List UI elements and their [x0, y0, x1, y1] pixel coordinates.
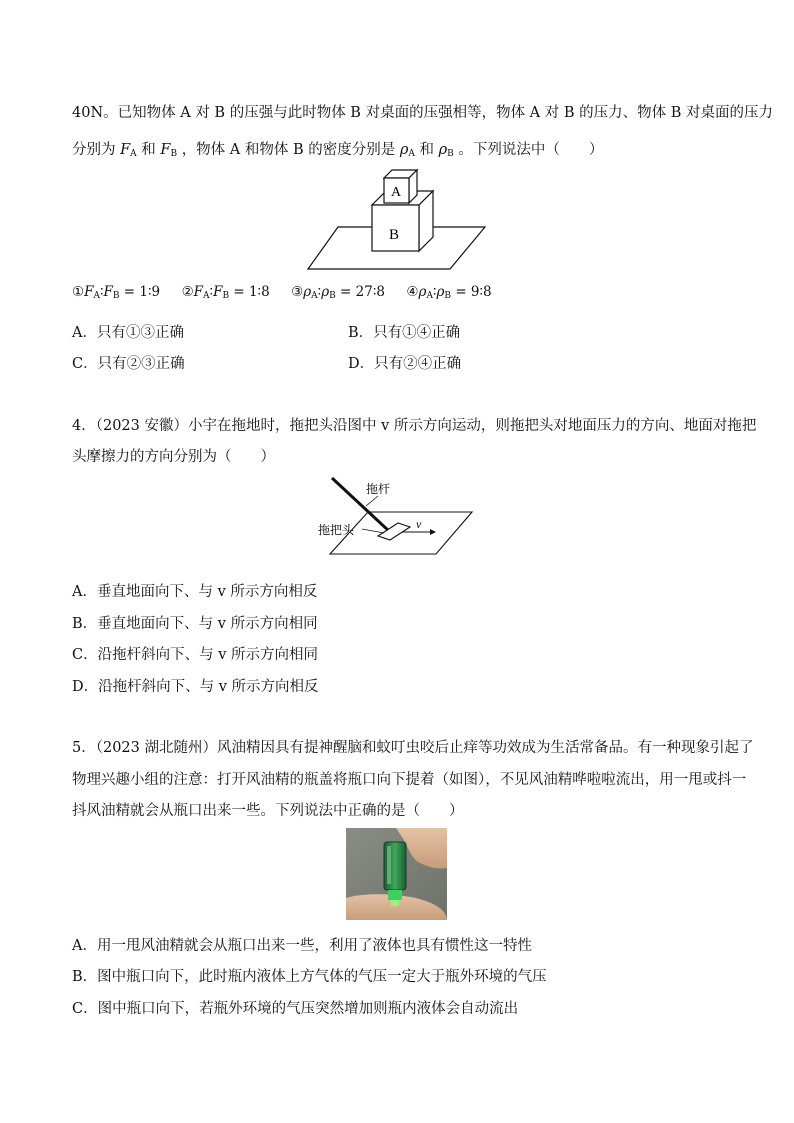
bottle-mouth [391, 900, 399, 906]
stacked-blocks-figure [300, 165, 495, 275]
symbol-fa: $F_A$ [120, 142, 137, 159]
mop-figure [318, 474, 478, 558]
q4-option-c[interactable]: C．沿拖杆斜向下、与 v 所示方向相同 [72, 647, 319, 663]
q3-option-d[interactable]: D．只有②④正确 [348, 356, 462, 372]
rod-label: 拖杆 [366, 482, 391, 496]
q3-text-line1: 40N。已知物体 A 对 B 的压强与此时物体 B 对桌面的压强相等，物体 A 对 B 的压力、物体 B 对桌面的压力 [72, 105, 774, 121]
block-b-label: B [388, 227, 400, 243]
q3-text-line2: 分别为 $F_A$ 和 $F_B$ ，物体 A 和物体 B 的密度分别是 $\rho_A$ 和 $\rho_B$ 。下列说法中（ ） [72, 142, 604, 159]
q3-option-a[interactable]: A．只有①③正确 [72, 325, 184, 341]
block-a-label: A [390, 185, 402, 200]
statement-1: $①F_A∶F_B$ = 1∶9 [72, 284, 161, 301]
q5-text-line1: 5．（2023 湖北随州）风油精因具有提神醒脑和蚊叮虫咬后止痒等功效成为生活常备品。有一种现象引起了 [72, 740, 754, 756]
symbol-fb: $F_B$ [160, 142, 178, 159]
q4-option-a[interactable]: A．垂直地面向下、与 v 所示方向相反 [72, 584, 318, 600]
q5-option-a[interactable]: A．用一甩风油精就会从瓶口出来一些，利用了液体也具有惯性这一特性 [72, 938, 532, 954]
statement-3: $③\rho_A∶\rho_B$ = 27∶8 [291, 284, 385, 301]
symbol-rho-b: $\rho_B$ [438, 142, 454, 159]
q5-option-c[interactable]: C．图中瓶口向下，若瓶外环境的气压突然增加则瓶内液体会自动流出 [72, 1001, 519, 1017]
symbol-rho-a: $\rho_A$ [399, 142, 415, 159]
q4-text-line2: 头摩擦力的方向分别为（ ） [72, 449, 275, 465]
q3-statements [72, 284, 492, 301]
rod-leader-line [366, 496, 378, 506]
statement-4: $④\rho_A∶\rho_B$ = 9∶8 [406, 284, 492, 301]
bottle-neck [388, 890, 402, 900]
q5-text-line3: 抖风油精就会从瓶口出来一些。下列说法中正确的是（ ） [72, 803, 464, 819]
oil-bottle-photo [346, 828, 447, 920]
statement-2: $②F_A∶F_B$ = 1∶8 [181, 284, 270, 301]
q4-option-b[interactable]: B．垂直地面向下、与 v 所示方向相同 [72, 616, 318, 632]
q3-option-b[interactable]: B．只有①④正确 [348, 325, 461, 341]
block-a [384, 170, 417, 203]
q4-text-line1: 4．（2023 安徽）小宇在拖地时，拖把头沿图中 v 所示方向运动，则拖把头对地面压力的方向、地面对拖把 [72, 418, 757, 434]
head-label: 拖把头 [318, 523, 355, 537]
q3-option-c[interactable]: C．只有②③正确 [72, 356, 185, 372]
q5-text-line2: 物理兴趣小组的注意：打开风油精的瓶盖将瓶口向下提着（如图），不见风油精哗啦啦流出，用一甩或抖一 [72, 772, 747, 788]
q4-option-d[interactable]: D．沿拖杆斜向下、与 v 所示方向相反 [72, 679, 319, 695]
q5-option-b[interactable]: B．图中瓶口向下，此时瓶内液体上方气体的气压一定大于瓶外环境的气压 [72, 969, 547, 985]
velocity-label: v [416, 517, 422, 531]
